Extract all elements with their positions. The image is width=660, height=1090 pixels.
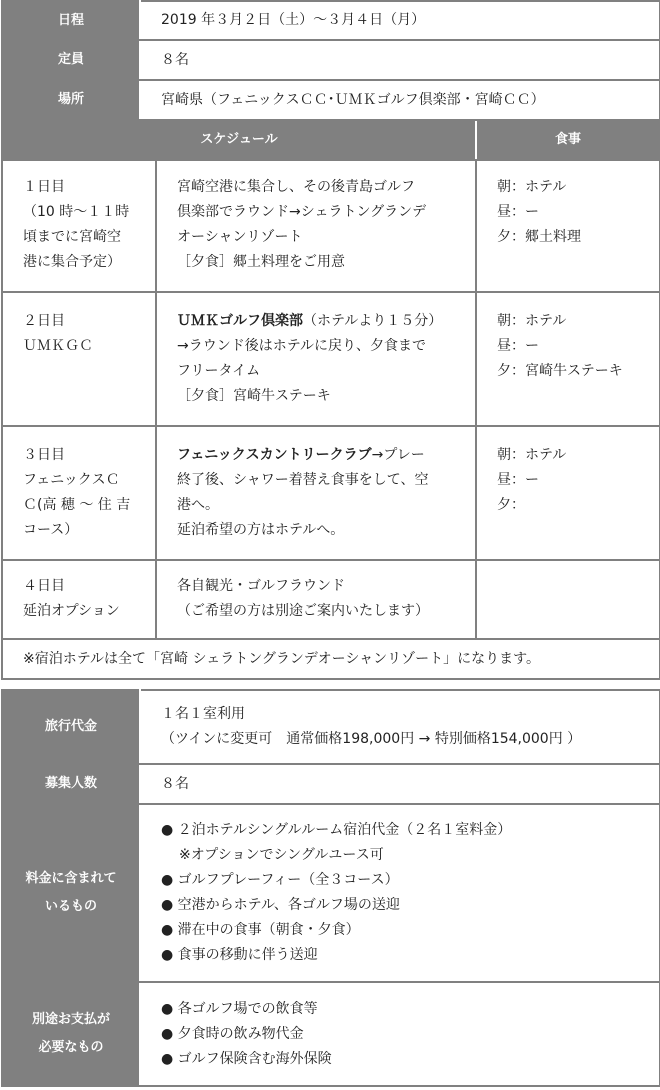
recruit-label: 募集人数 [2,764,140,804]
itinerary-table [1,0,660,680]
footnote-row [2,639,660,679]
list-item: ● ２泊ホテルシングルルーム宿泊代金（２名１室料金） [161,822,512,838]
schedule-row-day3 [2,426,660,560]
schedule-header: スケジュール [2,120,476,160]
list-item: ● ゴルフ保険含む海外保険 [161,1050,332,1067]
list-item: ● 夕食時の飲み物代金 [161,1025,304,1042]
included-label: 料金に含まれて いるもの [2,804,140,982]
meal-cell: 朝：ホテル 昼：ー 夕： [476,426,660,560]
date-row [2,1,660,40]
day-cell: ２日目 ＵＭＫＧＣ [2,292,156,426]
extra-row [2,982,660,1086]
description-cell: ＵＭＫゴルフ倶楽部（ホテルより１５分） →ラウンド後はホテルに戻り、夕食まで フリータイム ［夕食］宮崎牛ステーキ [156,292,476,426]
location-value: 宮崎県（フェニックスＣＣ･ＵＭＫゴルフ倶楽部・宮崎ＣＣ） [140,80,660,120]
schedule-row-day4 [2,560,660,639]
capacity-row [2,40,660,80]
extra-list [140,982,660,1086]
day-cell: １日目 （10 時〜１１時 頃までに宮崎空 港に集合予定） [2,160,156,292]
list-item: ● 各ゴルフ場での飲食等 [161,1000,318,1017]
course-name: フェニックスカントリークラブ [177,447,372,463]
list-item: ● 空港からホテル、各ゴルフ場の送迎 [161,897,400,913]
description-cell: 宮崎空港に集合し、その後青島ゴルフ 倶楽部でラウンド→シェラトングランデ オーシャンリゾート ［夕食］郷土料理をご用意 [156,160,476,292]
list-item: ※オプションでシングルユース可 [179,847,384,863]
schedule-row-day1 [2,160,660,292]
price-label: 旅行代金 [2,690,140,764]
schedule-header-row [2,120,660,160]
hotel-footnote: ※宿泊ホテルは全て「宮崎 シェラトングランデオーシャンリゾート」になります。 [2,639,660,679]
recruit-row [2,764,660,804]
list-item: ● 滞在中の食事（朝食・夕食） [161,922,360,938]
extra-label: 別途お支払が 必要なもの [2,982,140,1086]
meals-header: 食事 [476,120,660,160]
description-cell: 各自観光・ゴルフラウンド （ご希望の方は別途ご案内いたします） [156,560,476,639]
location-label: 場所 [2,80,140,120]
list-item: ● 食事の移動に伴う送迎 [161,947,318,963]
included-list [140,804,660,982]
list-item: ● ゴルフプレーフィー（全３コース） [161,872,399,888]
pricing-table [1,689,660,1087]
meal-cell: 朝：ホテル 昼：ー 夕：郷土料理 [476,160,660,292]
location-row [2,80,660,120]
date-label: 日程 [2,1,140,40]
day-cell: ３日目 フェニックスＣ Ｃ(高 穂 〜 住 吉 コース） [2,426,156,560]
meal-cell [476,560,660,639]
capacity-label: 定員 [2,40,140,80]
day-cell: ４日目 延泊オプション [2,560,156,639]
capacity-value: ８名 [140,40,660,80]
price-value: １名１室利用 （ツインに変更可 通常価格198,000円 → 特別価格154,000円 ） [140,690,660,764]
included-row [2,804,660,982]
course-name: ＵＭＫゴルフ倶楽部 [177,313,303,329]
meal-cell: 朝：ホテル 昼：ー 夕：宮崎牛ステーキ [476,292,660,426]
description-cell: フェニックスカントリークラブ→プレー 終了後、シャワー着替え食事をして、空 港へ。 延泊希望の方はホテルへ。 [156,426,476,560]
date-value: 2019 年３月２日（土）〜３月４日（月） [140,1,660,40]
schedule-row-day2 [2,292,660,426]
recruit-value: ８名 [140,764,660,804]
price-row [2,690,660,764]
